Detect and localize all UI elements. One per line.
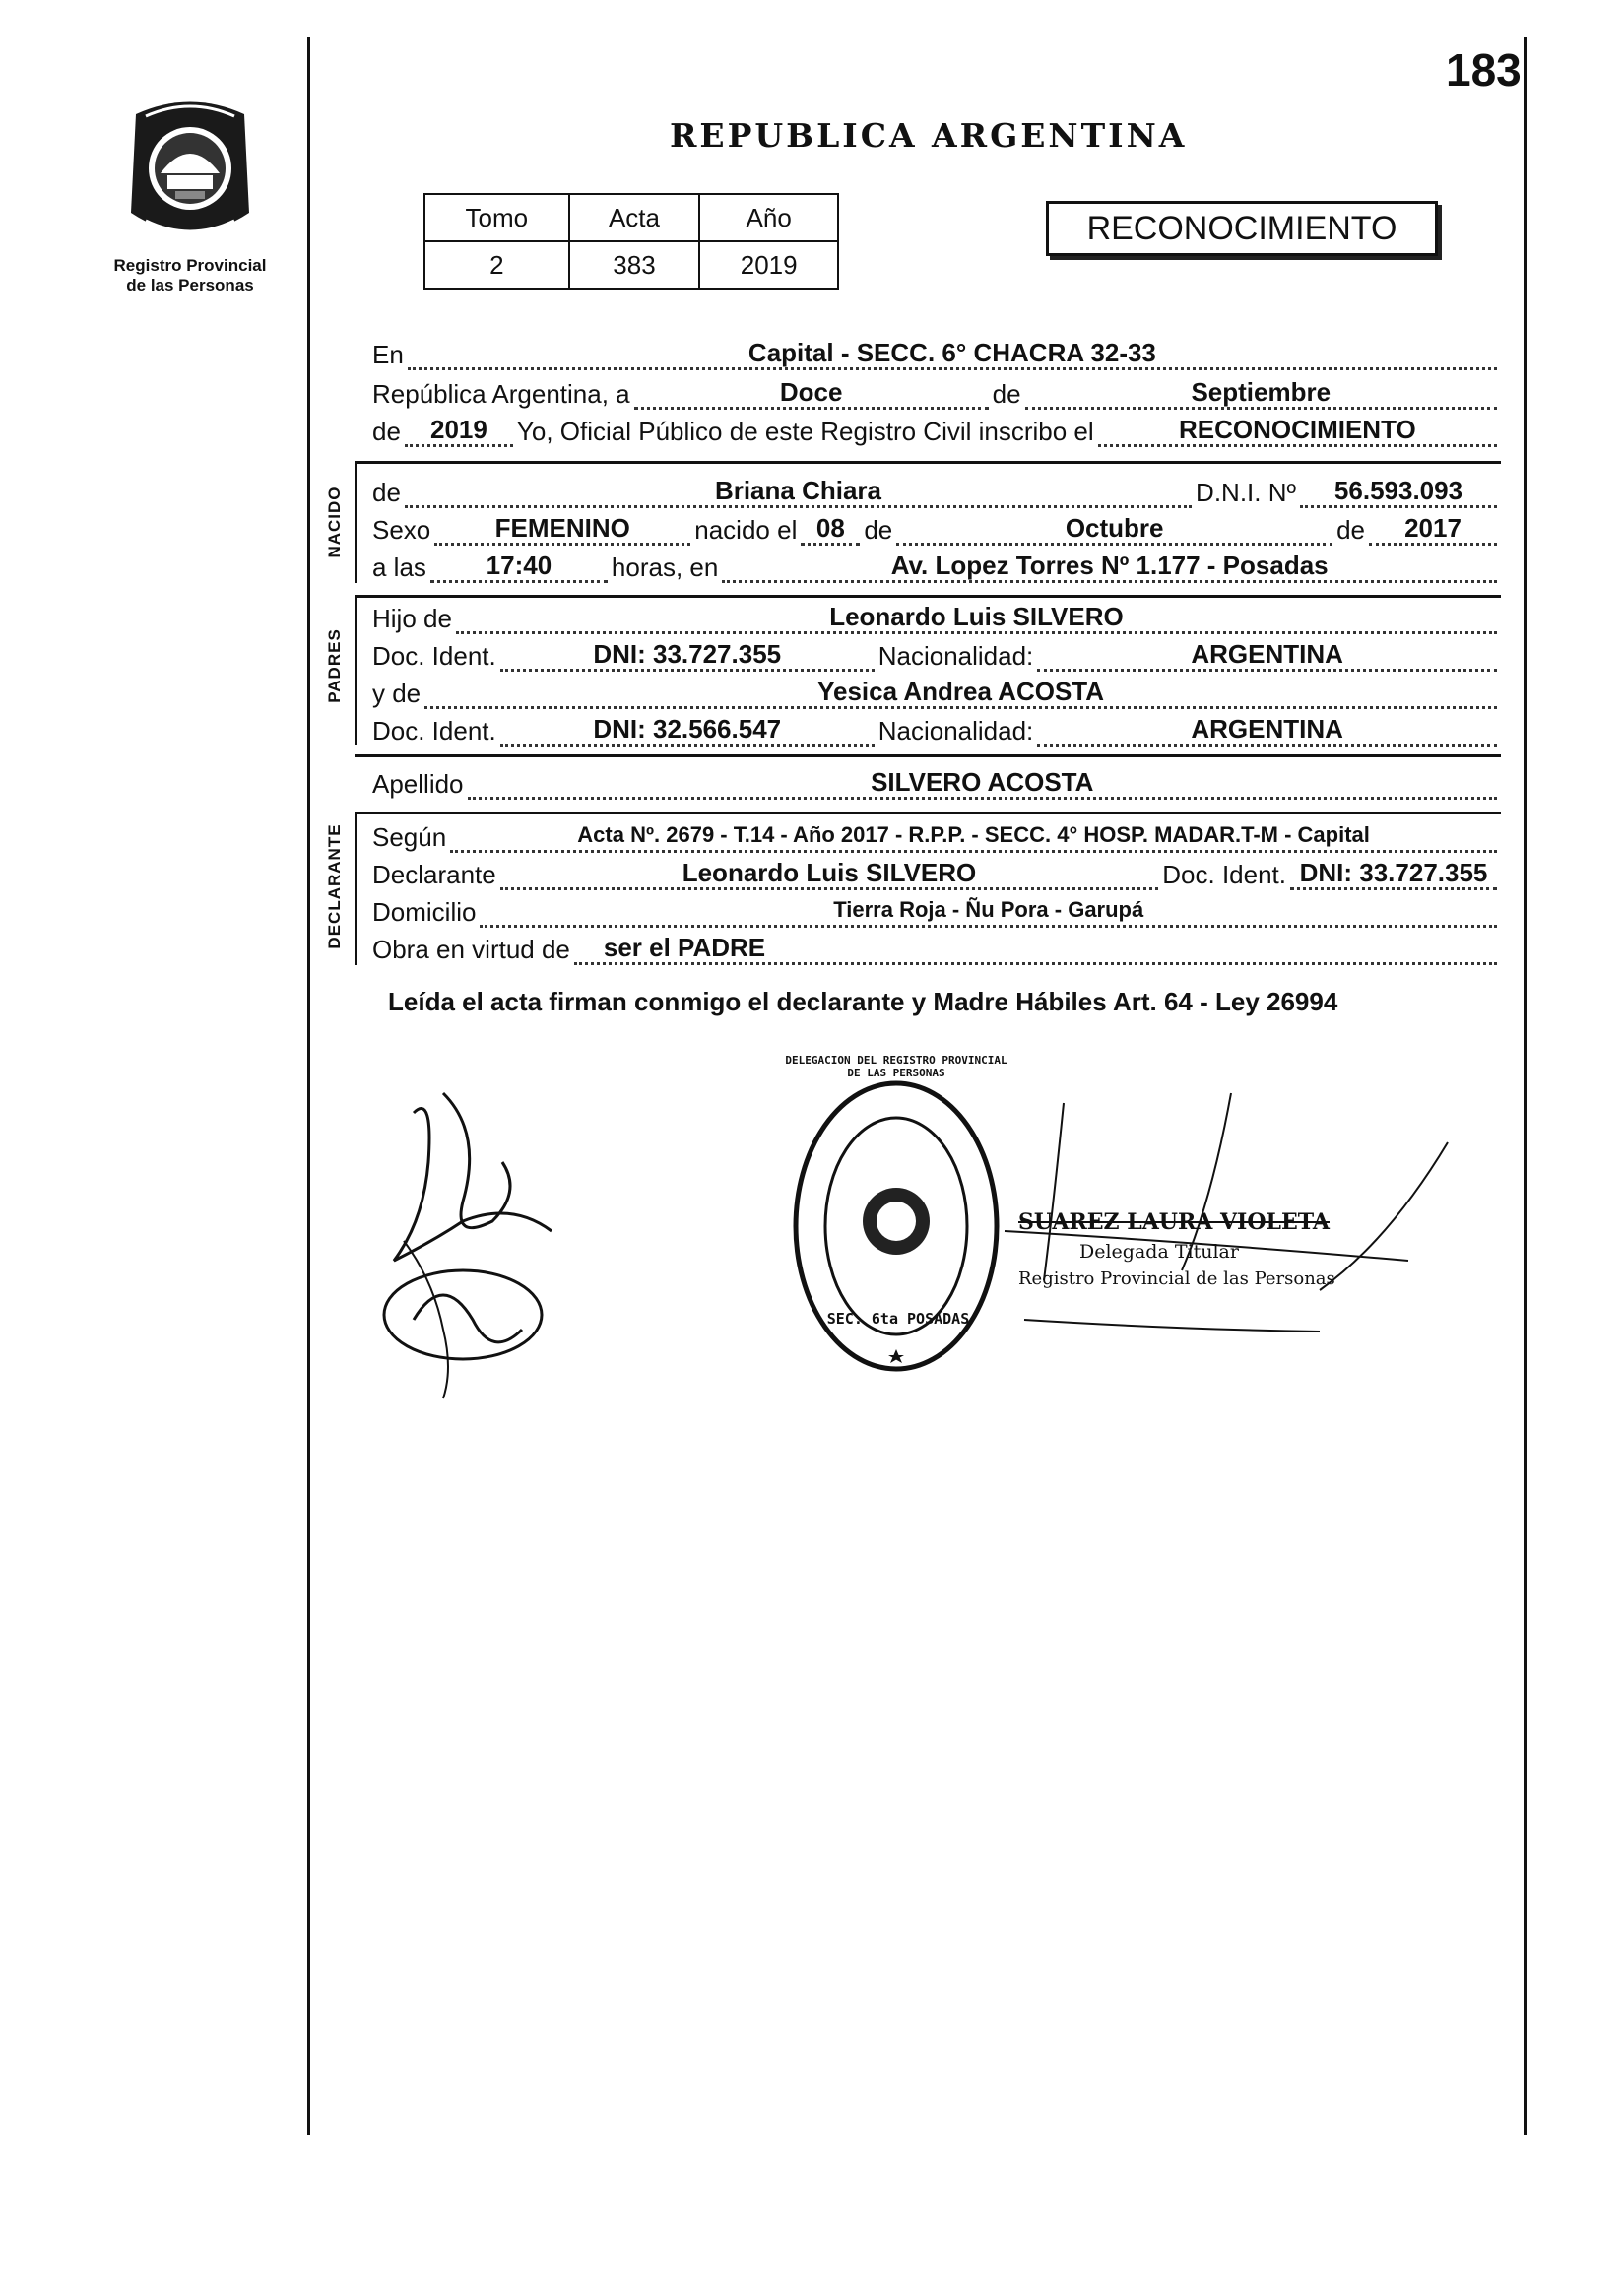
declarante-nombre: Leonardo Luis SILVERO — [500, 858, 1159, 890]
intro-row-en — [372, 335, 1501, 370]
intro-row-oficial — [372, 412, 1501, 447]
obra-label: Obra en virtud de — [372, 935, 570, 964]
horas-en-label: horas, en — [611, 552, 719, 582]
declarante-row-domicilio — [372, 892, 1501, 928]
acta-value: 383 — [569, 241, 700, 289]
nacido-nombre: Briana Chiara — [405, 476, 1192, 508]
padre-doc-label: Doc. Ident. — [372, 641, 496, 671]
mes-value: Septiembre — [1025, 377, 1497, 410]
nacido-mes: Octubre — [896, 513, 1332, 546]
anio-header: Año — [699, 194, 838, 241]
obra-value: ser el PADRE — [574, 933, 1497, 965]
nacido-lugar: Av. Lopez Torres Nº 1.177 - Posadas — [722, 551, 1497, 583]
en-label: En — [372, 340, 404, 369]
apellido-label: Apellido — [372, 769, 464, 799]
declarante-doc-label: Doc. Ident. — [1162, 860, 1286, 889]
official-office: Registro Provincial de las Personas — [1018, 1268, 1335, 1289]
acta-reference-table — [423, 193, 839, 290]
stamp-ring-text: DELEGACION DEL REGISTRO PROVINCIAL DE LAS PERSONAS — [785, 1054, 1007, 1079]
closing-text: Leída el acta firman conmigo el declarante y Madre Hábiles Art. 64 - Ley 26994 — [388, 987, 1338, 1016]
madre-nombre: Yesica Andrea ACOSTA — [424, 677, 1497, 709]
declarante-row-obra — [372, 930, 1501, 965]
nacido-row-sexo — [372, 510, 1501, 546]
nacido-bracket — [355, 463, 357, 583]
padres-row-padre — [372, 599, 1501, 634]
official-signature — [985, 1083, 1458, 1339]
padre-nac: ARGENTINA — [1037, 639, 1497, 672]
section-separator-nacido — [355, 461, 1501, 464]
domicilio-label: Domicilio — [372, 897, 477, 927]
province-seal-icon — [116, 95, 264, 252]
de2-label: de — [372, 417, 401, 446]
madre-nac-label: Nacionalidad: — [877, 716, 1034, 746]
apellido-row — [372, 764, 1501, 800]
nacido-anio: 2017 — [1369, 513, 1497, 546]
nacido-row-nombre — [372, 473, 1501, 508]
padre-doc: DNI: 33.727.355 — [500, 639, 875, 672]
declarante-label: Declarante — [372, 860, 496, 889]
left-margin-line — [307, 37, 310, 2135]
nacido-dni: 56.593.093 — [1300, 476, 1497, 508]
republica-label: República Argentina, a — [372, 379, 630, 409]
nacido-row-hora — [372, 548, 1501, 583]
a-las-label: a las — [372, 552, 426, 582]
de-label: de — [992, 379, 1021, 409]
registry-logo — [116, 95, 264, 252]
sexo-label: Sexo — [372, 515, 431, 545]
segun-label: Según — [372, 822, 447, 852]
nacido-section-label: NACIDO — [325, 486, 344, 558]
nacido-de-label: de — [372, 478, 401, 507]
official-name: SUAREZ LAURA VIOLETA — [1018, 1209, 1330, 1235]
document-type-box: RECONOCIMIENTO — [1046, 201, 1438, 256]
apellido-value: SILVERO ACOSTA — [468, 767, 1497, 800]
nacido-el-label: nacido el — [694, 515, 798, 545]
padres-row-padre-doc — [372, 636, 1501, 672]
oficial-text: Yo, Oficial Público de este Registro Civil inscribo el — [516, 417, 1094, 446]
section-separator-declarante — [355, 812, 1501, 814]
declarante-row-segun — [372, 817, 1501, 853]
tomo-header: Tomo — [424, 194, 569, 241]
padre-nombre: Leonardo Luis SILVERO — [456, 602, 1497, 634]
page-title: REPUBLICA ARGENTINA — [670, 116, 1188, 155]
logo-caption — [87, 256, 293, 295]
hijo-de-label: Hijo de — [372, 604, 452, 633]
padre-nac-label: Nacionalidad: — [877, 641, 1034, 671]
tipo-intro-value: RECONOCIMIENTO — [1098, 415, 1497, 447]
nacido-sexo: FEMENINO — [434, 513, 690, 546]
nacido-dia: 08 — [801, 513, 860, 546]
acta-header: Acta — [569, 194, 700, 241]
padres-row-madre — [372, 674, 1501, 709]
padres-section-label: PADRES — [325, 628, 344, 703]
logo-caption-line1: Registro Provincial — [113, 256, 267, 275]
official-stamp-icon — [788, 1073, 1005, 1379]
official-role: Delegada Titular — [1079, 1241, 1239, 1263]
stamp-inner-text: SEC. 6ta POSADAS — [826, 1310, 970, 1328]
segun-value: Acta Nº. 2679 - T.14 - Año 2017 - R.P.P. - SECC. 4° HOSP. MADAR.T-M - Capital — [450, 820, 1497, 853]
dia-value: Doce — [634, 377, 989, 410]
declarant-signature — [374, 1073, 571, 1408]
tomo-value: 2 — [424, 241, 569, 289]
section-separator-padres — [355, 595, 1501, 598]
domicilio-value: Tierra Roja - Ñu Pora - Garupá — [480, 895, 1497, 928]
nacido-de-label2: de — [864, 515, 893, 545]
nacido-hora: 17:40 — [430, 551, 608, 583]
madre-doc-label: Doc. Ident. — [372, 716, 496, 746]
anio-intro-value: 2019 — [405, 415, 513, 447]
declarante-section-label: DECLARANTE — [325, 823, 344, 949]
section-separator-apellido — [355, 754, 1501, 757]
intro-row-date — [372, 374, 1501, 410]
right-margin-line — [1524, 37, 1527, 2135]
page-number: 183 — [1446, 44, 1522, 96]
dni-label: D.N.I. Nº — [1196, 478, 1296, 507]
en-value: Capital - SECC. 6° CHACRA 32-33 — [408, 338, 1497, 370]
padres-bracket — [355, 597, 357, 745]
declarante-bracket — [355, 813, 357, 965]
logo-caption-line2: de las Personas — [126, 276, 254, 294]
anio-value: 2019 — [699, 241, 838, 289]
declarante-doc: DNI: 33.727.355 — [1290, 858, 1497, 890]
y-de-label: y de — [372, 679, 422, 708]
padres-row-madre-doc — [372, 711, 1501, 747]
madre-nac: ARGENTINA — [1037, 714, 1497, 747]
declarante-row-nombre — [372, 855, 1501, 890]
nacido-de-label3: de — [1336, 515, 1365, 545]
madre-doc: DNI: 32.566.547 — [500, 714, 875, 747]
